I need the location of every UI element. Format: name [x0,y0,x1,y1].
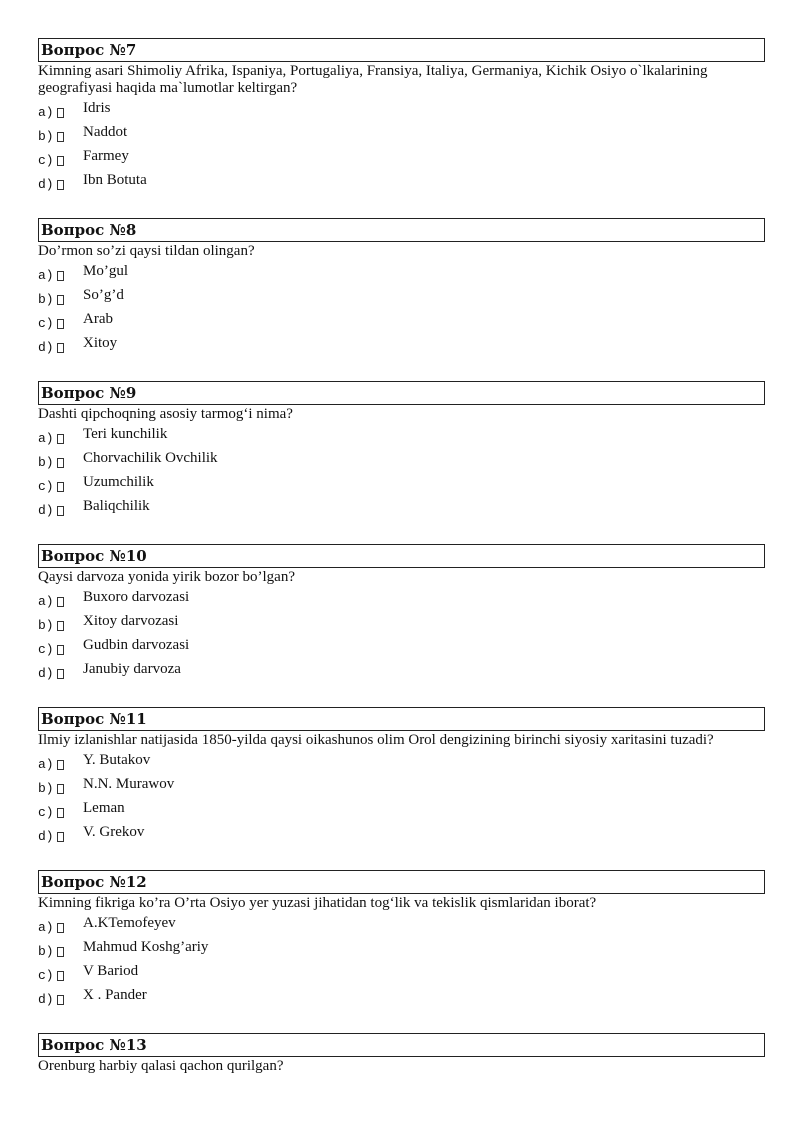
answer-text: Leman [83,800,125,816]
answer-letter: d) [38,177,54,192]
checkbox-icon[interactable] [57,760,64,770]
answer-letter: a) [38,105,54,120]
question-12 [38,870,765,1011]
answer-text: A.KTemofeyev [83,915,176,931]
question-8 [38,218,765,359]
checkbox-icon[interactable] [57,295,64,305]
answer-list [38,752,765,848]
answer-marker [38,661,64,681]
answer-letter: c) [38,479,54,494]
answer-marker [38,752,64,772]
answer-option[interactable] [38,450,765,474]
question-text: Qaysi darvoza yonida yirik bozor bo’lgan? [38,569,295,585]
answer-marker [38,800,64,820]
answer-marker [38,124,64,144]
answer-marker [38,963,64,983]
answer-marker [38,311,64,331]
checkbox-icon[interactable] [57,669,64,679]
question-text: Ilmiy izlanishlar natijasida 1850-yilda qaysi oikashunos olim Orol dengizining birinchi siyosiy xaritasini tuzadi? [38,732,714,748]
answer-letter: d) [38,829,54,844]
question-text: Kimning asari Shimoliy Afrika, Ispaniya, Portugaliya, Fransiya, Italiya, Germaniya, Kichik Osiyo o`lkalarining geografiyasi haqida ma`lumotlar keltirgan? [38,63,708,96]
checkbox-icon[interactable] [57,271,64,281]
answer-letter: c) [38,316,54,331]
checkbox-icon[interactable] [57,621,64,631]
question-11 [38,707,765,848]
answer-option[interactable] [38,474,765,498]
answer-option[interactable] [38,426,765,450]
question-9 [38,381,765,522]
answer-option[interactable] [38,824,765,848]
answer-option[interactable] [38,987,765,1011]
checkbox-icon[interactable] [57,923,64,933]
answer-option[interactable] [38,963,765,987]
question-title: Вопрос №12 [38,870,765,894]
question-13 [38,1033,765,1075]
answer-text: Teri kunchilik [83,426,168,442]
answer-option[interactable] [38,498,765,522]
answer-option[interactable] [38,915,765,939]
answer-letter: b) [38,781,54,796]
question-7 [38,38,765,196]
answer-option[interactable] [38,311,765,335]
answer-text: Janubiy darvoza [83,661,181,677]
answer-option[interactable] [38,100,765,124]
answer-option[interactable] [38,800,765,824]
answer-option[interactable] [38,287,765,311]
checkbox-icon[interactable] [57,832,64,842]
checkbox-icon[interactable] [57,645,64,655]
question-title: Вопрос №7 [38,38,765,62]
answer-text: Arab [83,311,113,327]
answer-text: Idris [83,100,111,116]
question-title: Вопрос №9 [38,381,765,405]
checkbox-icon[interactable] [57,784,64,794]
answer-marker [38,450,64,470]
checkbox-icon[interactable] [57,995,64,1005]
answer-letter: a) [38,920,54,935]
answer-option[interactable] [38,939,765,963]
answer-letter: b) [38,944,54,959]
answer-option[interactable] [38,637,765,661]
answer-text: X . Pander [83,987,147,1003]
question-10 [38,544,765,685]
answer-marker [38,426,64,446]
answer-text: Mahmud Koshg’ariy [83,939,209,955]
answer-option[interactable] [38,148,765,172]
answer-marker [38,613,64,633]
answer-marker [38,776,64,796]
question-title: Вопрос №8 [38,218,765,242]
answer-letter: b) [38,129,54,144]
checkbox-icon[interactable] [57,482,64,492]
answer-list [38,426,765,522]
answer-text: N.N. Murawov [83,776,175,792]
answer-option[interactable] [38,589,765,613]
question-title: Вопрос №11 [38,707,765,731]
answer-letter: b) [38,455,54,470]
checkbox-icon[interactable] [57,156,64,166]
answer-text: Xitoy darvozasi [83,613,179,629]
answer-letter: b) [38,292,54,307]
answer-text: Farmey [83,148,129,164]
checkbox-icon[interactable] [57,808,64,818]
question-text: Do’rmon so’zi qaysi tildan olingan? [38,243,255,259]
answer-text: Ibn Botuta [83,172,147,188]
question-text: Orenburg harbiy qalasi qachon qurilgan? [38,1058,284,1074]
answer-marker [38,172,64,192]
answer-option[interactable] [38,661,765,685]
answer-option[interactable] [38,613,765,637]
answer-marker [38,287,64,307]
answer-text: Gudbin darvozasi [83,637,190,653]
answer-option[interactable] [38,752,765,776]
answer-letter: a) [38,268,54,283]
answer-letter: a) [38,594,54,609]
checkbox-icon[interactable] [57,597,64,607]
answer-marker [38,915,64,935]
quiz-page [38,38,765,1097]
question-title: Вопрос №13 [38,1033,765,1057]
answer-text: Buxoro darvozasi [83,589,190,605]
answer-marker [38,637,64,657]
answer-text: Chorvachilik Ovchilik [83,450,218,466]
answer-list [38,100,765,196]
answer-option[interactable] [38,776,765,800]
answer-list [38,589,765,685]
question-text: Dashti qipchoqning asosiy tarmog‘i nima? [38,406,293,422]
answer-marker [38,263,64,283]
answer-letter: b) [38,618,54,633]
answer-letter: a) [38,431,54,446]
answer-marker [38,589,64,609]
answer-marker [38,335,64,355]
answer-marker [38,987,64,1007]
question-text: Kimning fikriga ko’ra O’rta Osiyo yer yuzasi jihatidan tog‘lik va tekislik qismlaridan iborat? [38,895,597,911]
checkbox-icon[interactable] [57,343,64,353]
answer-marker [38,498,64,518]
answer-letter: c) [38,968,54,983]
answer-text: So’g’d [83,287,124,303]
answer-list [38,915,765,1011]
checkbox-icon[interactable] [57,434,64,444]
checkbox-icon[interactable] [57,180,64,190]
answer-text: Uzumchilik [83,474,154,490]
answer-option[interactable] [38,335,765,359]
answer-text: Xitoy [83,335,118,351]
answer-letter: c) [38,153,54,168]
answer-text: Mo’gul [83,263,128,279]
answer-letter: d) [38,503,54,518]
answer-list [38,263,765,359]
checkbox-icon[interactable] [57,458,64,468]
checkbox-icon[interactable] [57,971,64,981]
answer-option[interactable] [38,172,765,196]
answer-letter: d) [38,992,54,1007]
answer-text: Y. Butakov [83,752,151,768]
checkbox-icon[interactable] [57,108,64,118]
answer-marker [38,939,64,959]
answer-marker [38,148,64,168]
answer-letter: d) [38,340,54,355]
checkbox-icon[interactable] [57,506,64,516]
checkbox-icon[interactable] [57,132,64,142]
answer-marker [38,824,64,844]
answer-letter: c) [38,805,54,820]
answer-marker [38,474,64,494]
answer-letter: c) [38,642,54,657]
answer-text: Baliqchilik [83,498,150,514]
checkbox-icon[interactable] [57,319,64,329]
answer-option[interactable] [38,124,765,148]
answer-letter: d) [38,666,54,681]
answer-text: V Bariod [83,963,139,979]
answer-option[interactable] [38,263,765,287]
question-title: Вопрос №10 [38,544,765,568]
checkbox-icon[interactable] [57,947,64,957]
answer-marker [38,100,64,120]
answer-letter: a) [38,757,54,772]
answer-text: Naddot [83,124,128,140]
answer-text: V. Grekov [83,824,145,840]
